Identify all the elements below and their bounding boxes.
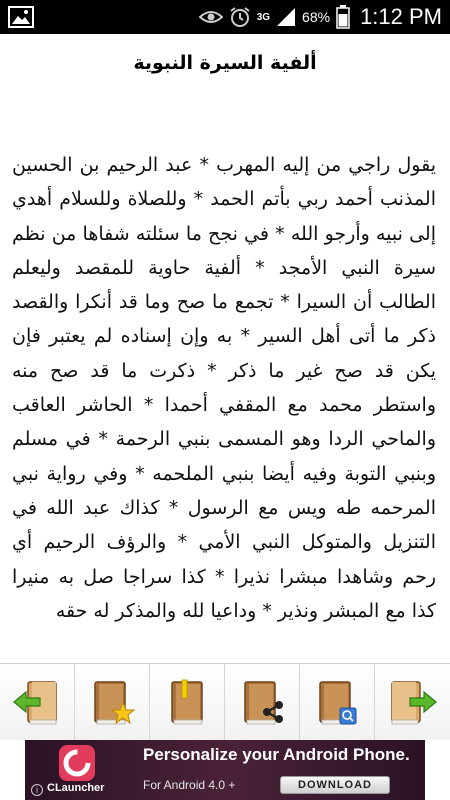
ad-headline: Personalize your Android Phone. bbox=[143, 745, 410, 764]
ad-info-icon[interactable]: i bbox=[31, 784, 43, 796]
ad-brand: CLauncher bbox=[47, 782, 105, 794]
favorites-button[interactable] bbox=[75, 664, 150, 741]
bottom-toolbar bbox=[0, 663, 450, 740]
book-arrow-right-icon bbox=[386, 678, 440, 728]
previous-button[interactable] bbox=[0, 664, 75, 741]
network-label: 3G bbox=[256, 11, 271, 23]
book-arrow-left-icon bbox=[10, 678, 64, 728]
book-search-icon bbox=[310, 678, 364, 728]
eye-icon bbox=[199, 9, 223, 25]
page-title: ألفية السيرة النبوية bbox=[133, 52, 317, 74]
bookmark-button[interactable] bbox=[150, 664, 225, 741]
ad-subtext: For Android 4.0 + bbox=[143, 778, 236, 792]
gallery-icon bbox=[8, 6, 34, 28]
ad-banner[interactable] bbox=[25, 740, 425, 800]
content-area[interactable] bbox=[0, 148, 450, 663]
next-button[interactable] bbox=[375, 664, 450, 741]
book-bookmark-icon bbox=[160, 678, 214, 728]
alarm-icon bbox=[229, 6, 251, 28]
signal-icon bbox=[276, 7, 296, 27]
search-button[interactable] bbox=[300, 664, 375, 741]
share-button[interactable] bbox=[225, 664, 300, 741]
battery-icon bbox=[336, 5, 350, 29]
battery-percent: 68% bbox=[302, 9, 331, 25]
book-share-icon bbox=[235, 678, 289, 728]
network-indicator bbox=[257, 13, 270, 22]
book-star-icon bbox=[85, 678, 139, 728]
status-time: 1:12 PM bbox=[360, 4, 442, 29]
status-bar bbox=[0, 0, 450, 34]
poem-text: يقول راجي من إليه المهرب * عبد الرحيم بن الحسين المذنب أحمد ربي بأتم الحمد * وللصلاة وللسلام أهدي إلى نبيه وأرجو الله * في نجح ما سئلته شفاها من نظم سيرة النبي الأمجد * ألفية حاوية للمقصد وليعلم الطالب أن السيرا * تجمع ما صح وما قد أنكرا والقصد ذكر ما أتى أهل السير * به وإن إسناده لم يعتبر فإن يكن قد صح غير ما ذكر * ذكرت ما قد صح منه واستطر محمد مع المقفي أحمدا * الحاشر العاقب والماحي الردا وهو المسمى بنبي الرحمة * في مسلم وبنبي التوبة وفيه أيضا بنبي الملحمه * وفي رواية نبي المرحمه طه ويس مع الرسول * كذاك عبد الله في التنزيل والمتوكل النبي الأمي * والرؤف الرحيم أي رحم وشاهدا مبشرا نذيرا * كذا سراجا صل به منيرا كذا مع المبشر ونذير * وداعيا لله والمذكر له حقه bbox=[12, 154, 436, 622]
ad-download-button[interactable]: DOWNLOAD bbox=[280, 776, 390, 794]
